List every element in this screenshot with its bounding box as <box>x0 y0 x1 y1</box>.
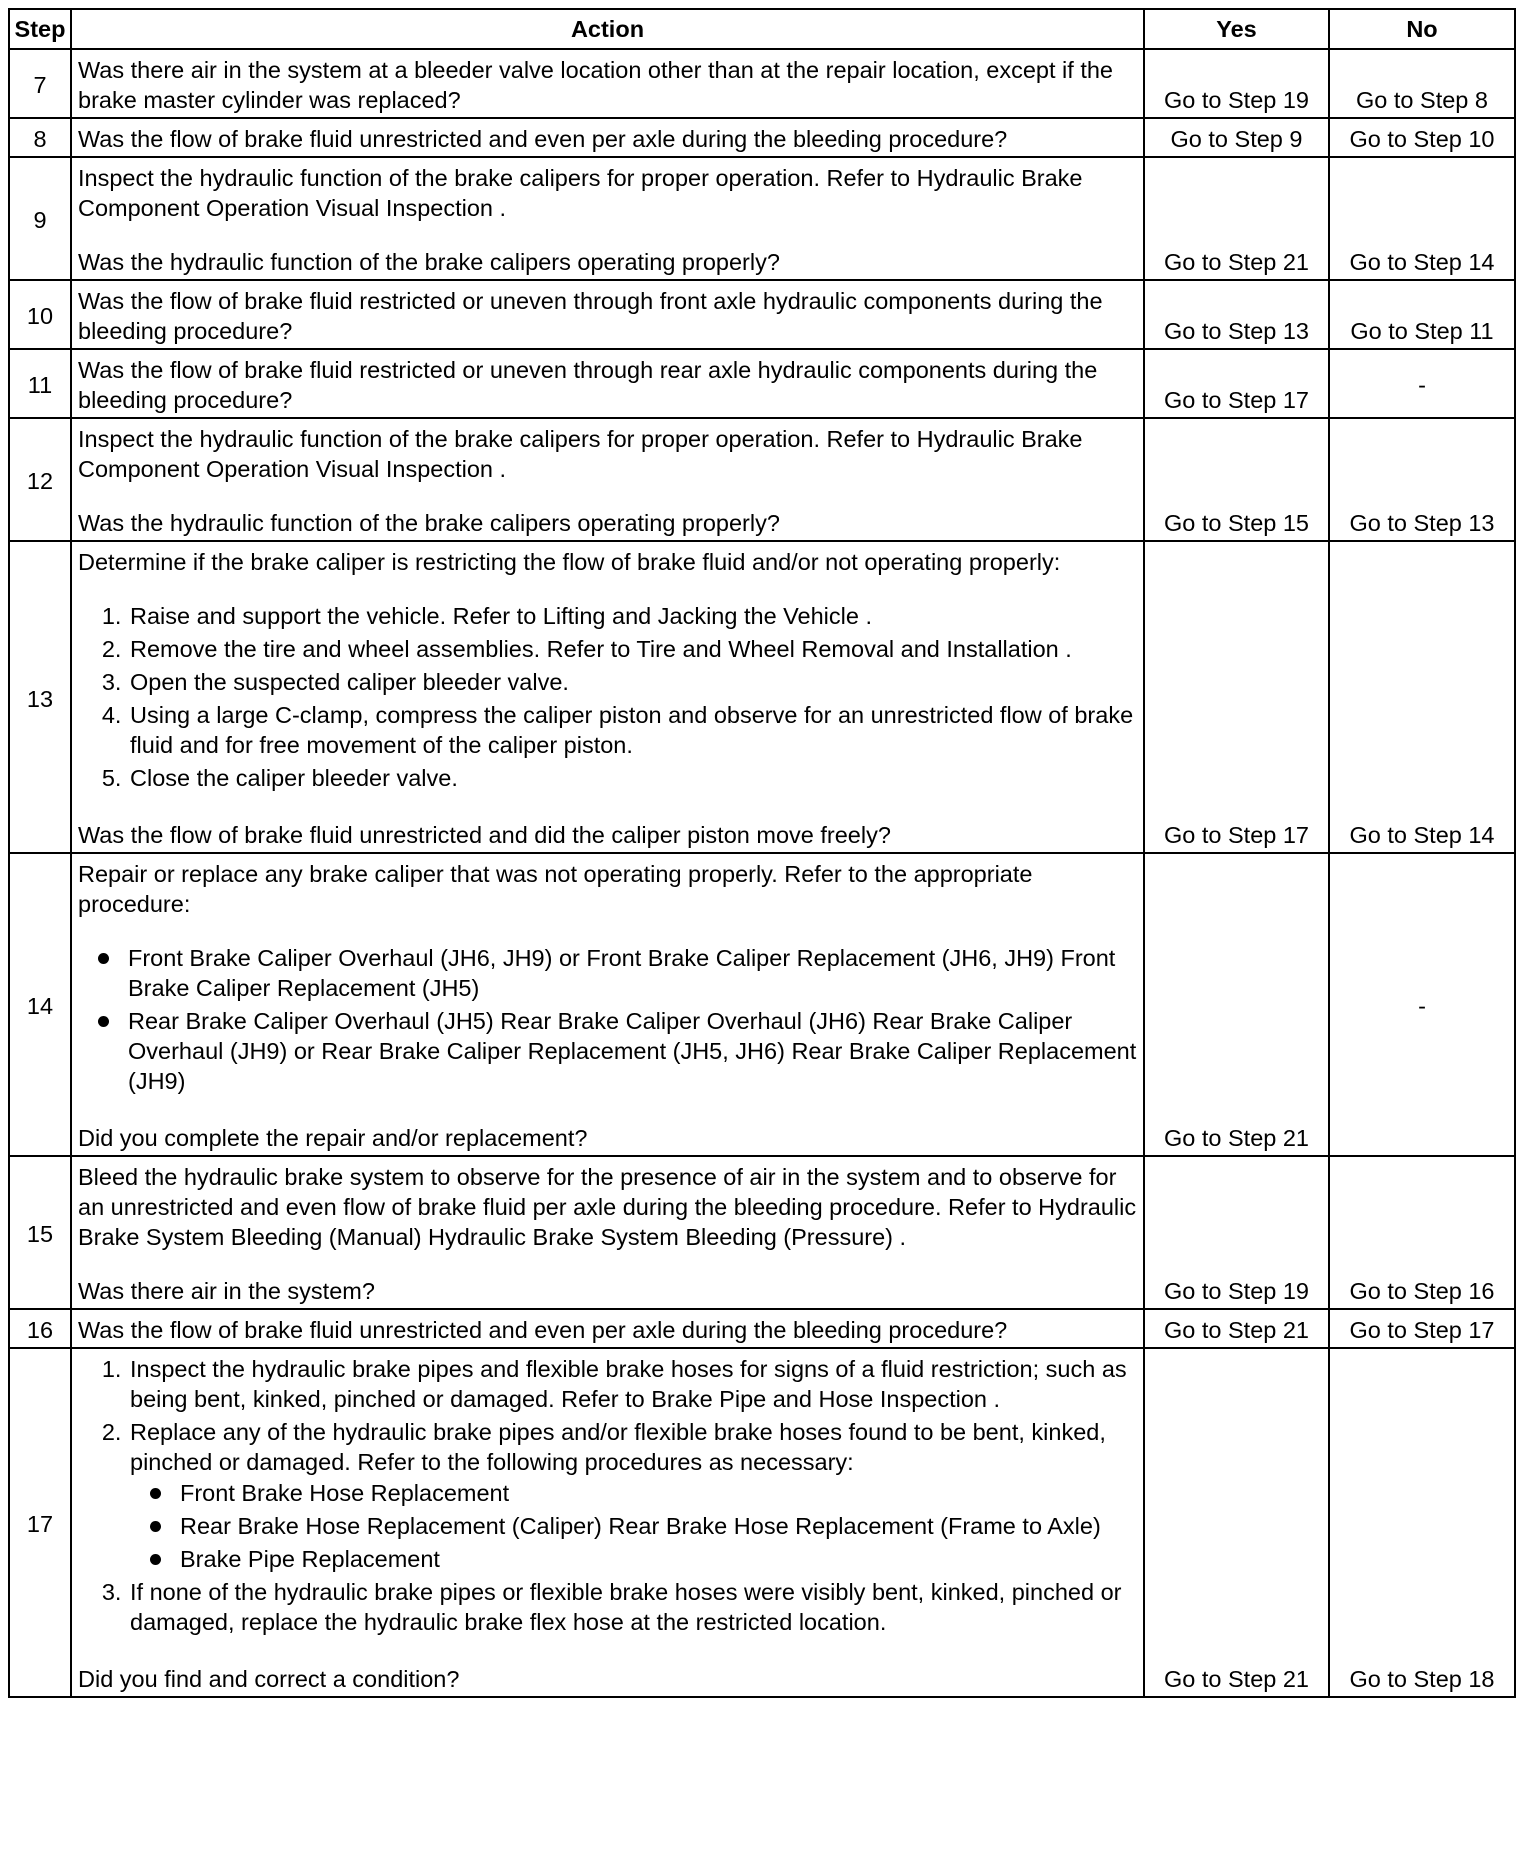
action-cell <box>71 1348 1144 1697</box>
table-row <box>9 280 1515 349</box>
action-cell <box>71 49 1144 118</box>
action-question: Was the flow of brake fluid restricted or uneven through front axle hydraulic components during the bleeding procedure? <box>78 288 1103 344</box>
table-row <box>9 157 1515 280</box>
table-row <box>9 49 1515 118</box>
step-number: 12 <box>9 418 71 541</box>
action-question: Was the hydraulic function of the brake calipers operating properly? <box>78 510 780 536</box>
action-intro: Determine if the brake caliper is restricting the flow of brake fluid and/or not operating properly: <box>78 549 1061 575</box>
table-row <box>9 418 1515 541</box>
step-number: 10 <box>9 280 71 349</box>
action-cell <box>71 280 1144 349</box>
table-header-row <box>9 9 1515 49</box>
table-row <box>9 541 1515 853</box>
action-question: Was there air in the system at a bleeder valve location other than at the repair location, except if the brake master cylinder was replaced? <box>78 57 1113 113</box>
yes-cell: Go to Step 19 <box>1144 49 1329 118</box>
list-item: 3. If none of the hydraulic brake pipes or flexible brake hoses were visibly bent, kinked, pinched or damaged, replace the hydraulic brake flex hose at the restricted location. <box>128 1577 1137 1637</box>
step-number: 7 <box>9 49 71 118</box>
table-row <box>9 118 1515 157</box>
sub-list-item: Brake Pipe Replacement <box>180 1544 1137 1574</box>
action-cell <box>71 157 1144 280</box>
no-cell: - <box>1329 853 1515 1156</box>
list-item: Front Brake Caliper Overhaul (JH6, JH9) or Front Brake Caliper Replacement (JH6, JH9) Front Brake Caliper Replacement (JH5) <box>128 943 1137 1003</box>
action-question: Was the flow of brake fluid unrestricted and did the caliper piston move freely? <box>78 822 891 848</box>
header-action: Action <box>71 9 1144 49</box>
action-question: Was the flow of brake fluid unrestricted and even per axle during the bleeding procedure? <box>78 1317 1008 1343</box>
table-row <box>9 853 1515 1156</box>
step-number: 13 <box>9 541 71 853</box>
sub-list-item: Rear Brake Hose Replacement (Caliper) Rear Brake Hose Replacement (Frame to Axle) <box>180 1511 1137 1541</box>
yes-cell: Go to Step 9 <box>1144 118 1329 157</box>
yes-cell: Go to Step 19 <box>1144 1156 1329 1309</box>
yes-cell: Go to Step 21 <box>1144 1348 1329 1697</box>
list-item <box>128 1417 1137 1574</box>
step-number: 9 <box>9 157 71 280</box>
table-row <box>9 1156 1515 1309</box>
diagnostic-table <box>8 8 1516 1698</box>
yes-cell: Go to Step 21 <box>1144 1309 1329 1348</box>
step-number: 17 <box>9 1348 71 1697</box>
action-question: Was there air in the system? <box>78 1278 375 1304</box>
action-cell <box>71 418 1144 541</box>
no-cell: - <box>1329 349 1515 418</box>
yes-cell: Go to Step 21 <box>1144 157 1329 280</box>
procedure-sub-bullets <box>130 1478 1137 1574</box>
yes-cell: Go to Step 15 <box>1144 418 1329 541</box>
step-number: 8 <box>9 118 71 157</box>
no-cell: Go to Step 8 <box>1329 49 1515 118</box>
yes-cell: Go to Step 17 <box>1144 349 1329 418</box>
list-item: 4. Using a large C-clamp, compress the caliper piston and observe for an unrestricted flow of brake fluid and for free movement of the caliper piston. <box>128 700 1137 760</box>
list-item-text: Replace any of the hydraulic brake pipes and/or flexible brake hoses found to be bent, kinked, pinched or damaged. Refer to the following procedures as necessary: <box>130 1419 1106 1475</box>
action-question: Did you find and correct a condition? <box>78 1666 460 1692</box>
action-question: Did you complete the repair and/or replacement? <box>78 1125 588 1151</box>
no-cell: Go to Step 11 <box>1329 280 1515 349</box>
step-number: 15 <box>9 1156 71 1309</box>
list-item: 3. Open the suspected caliper bleeder valve. <box>128 667 1137 697</box>
procedure-list <box>78 601 1137 793</box>
list-item: 1. Inspect the hydraulic brake pipes and flexible brake hoses for signs of a fluid restriction; such as being bent, kinked, pinched or damaged. Refer to Brake Pipe and Hose Inspection . <box>128 1354 1137 1414</box>
list-item: Rear Brake Caliper Overhaul (JH5) Rear Brake Caliper Overhaul (JH6) Rear Brake Caliper Overhaul (JH9) or Rear Brake Caliper Replacement (JH5, JH6) Rear Brake Caliper Replacement (JH9) <box>128 1008 1137 1094</box>
yes-cell: Go to Step 13 <box>1144 280 1329 349</box>
step-number: 11 <box>9 349 71 418</box>
no-cell: Go to Step 13 <box>1329 418 1515 541</box>
list-item: 5. Close the caliper bleeder valve. <box>128 763 1137 793</box>
action-cell <box>71 349 1144 418</box>
step-number: 14 <box>9 853 71 1156</box>
action-intro: Repair or replace any brake caliper that was not operating properly. Refer to the appropriate procedure: <box>78 861 1033 917</box>
header-no: No <box>1329 9 1515 49</box>
no-cell: Go to Step 17 <box>1329 1309 1515 1348</box>
procedure-bullet-list <box>78 943 1137 1096</box>
action-question: Was the hydraulic function of the brake calipers operating properly? <box>78 249 780 275</box>
no-cell: Go to Step 18 <box>1329 1348 1515 1697</box>
table-row <box>9 1309 1515 1348</box>
action-cell <box>71 118 1144 157</box>
table-row <box>9 1348 1515 1697</box>
action-intro: Inspect the hydraulic function of the brake calipers for proper operation. Refer to Hydraulic Brake Component Operation Visual Inspection . <box>78 165 1083 221</box>
yes-cell: Go to Step 17 <box>1144 541 1329 853</box>
action-cell <box>71 853 1144 1156</box>
action-cell <box>71 1309 1144 1348</box>
no-cell: Go to Step 10 <box>1329 118 1515 157</box>
action-question: Was the flow of brake fluid restricted or uneven through rear axle hydraulic components during the bleeding procedure? <box>78 357 1098 413</box>
table-row <box>9 349 1515 418</box>
no-cell: Go to Step 14 <box>1329 541 1515 853</box>
list-item: 2. Remove the tire and wheel assemblies. Refer to Tire and Wheel Removal and Installation . <box>128 634 1137 664</box>
action-question: Was the flow of brake fluid unrestricted and even per axle during the bleeding procedure? <box>78 126 1008 152</box>
sub-list-item: Front Brake Hose Replacement <box>180 1478 1137 1508</box>
action-cell <box>71 541 1144 853</box>
step-number: 16 <box>9 1309 71 1348</box>
action-intro: Bleed the hydraulic brake system to observe for the presence of air in the system and to observe for an unrestricted and even flow of brake fluid per axle during the bleeding procedure. Refer to Hydraulic Brake System Bleeding (Manual) Hydraulic Brake System Bleeding (Pressure) . <box>78 1164 1137 1250</box>
header-step: Step <box>9 9 71 49</box>
action-intro: Inspect the hydraulic function of the brake calipers for proper operation. Refer to Hydraulic Brake Component Operation Visual Inspection . <box>78 426 1083 482</box>
header-yes: Yes <box>1144 9 1329 49</box>
no-cell: Go to Step 14 <box>1329 157 1515 280</box>
no-cell: Go to Step 16 <box>1329 1156 1515 1309</box>
procedure-list <box>78 1354 1137 1637</box>
action-cell <box>71 1156 1144 1309</box>
yes-cell: Go to Step 21 <box>1144 853 1329 1156</box>
list-item: 1. Raise and support the vehicle. Refer to Lifting and Jacking the Vehicle . <box>128 601 1137 631</box>
